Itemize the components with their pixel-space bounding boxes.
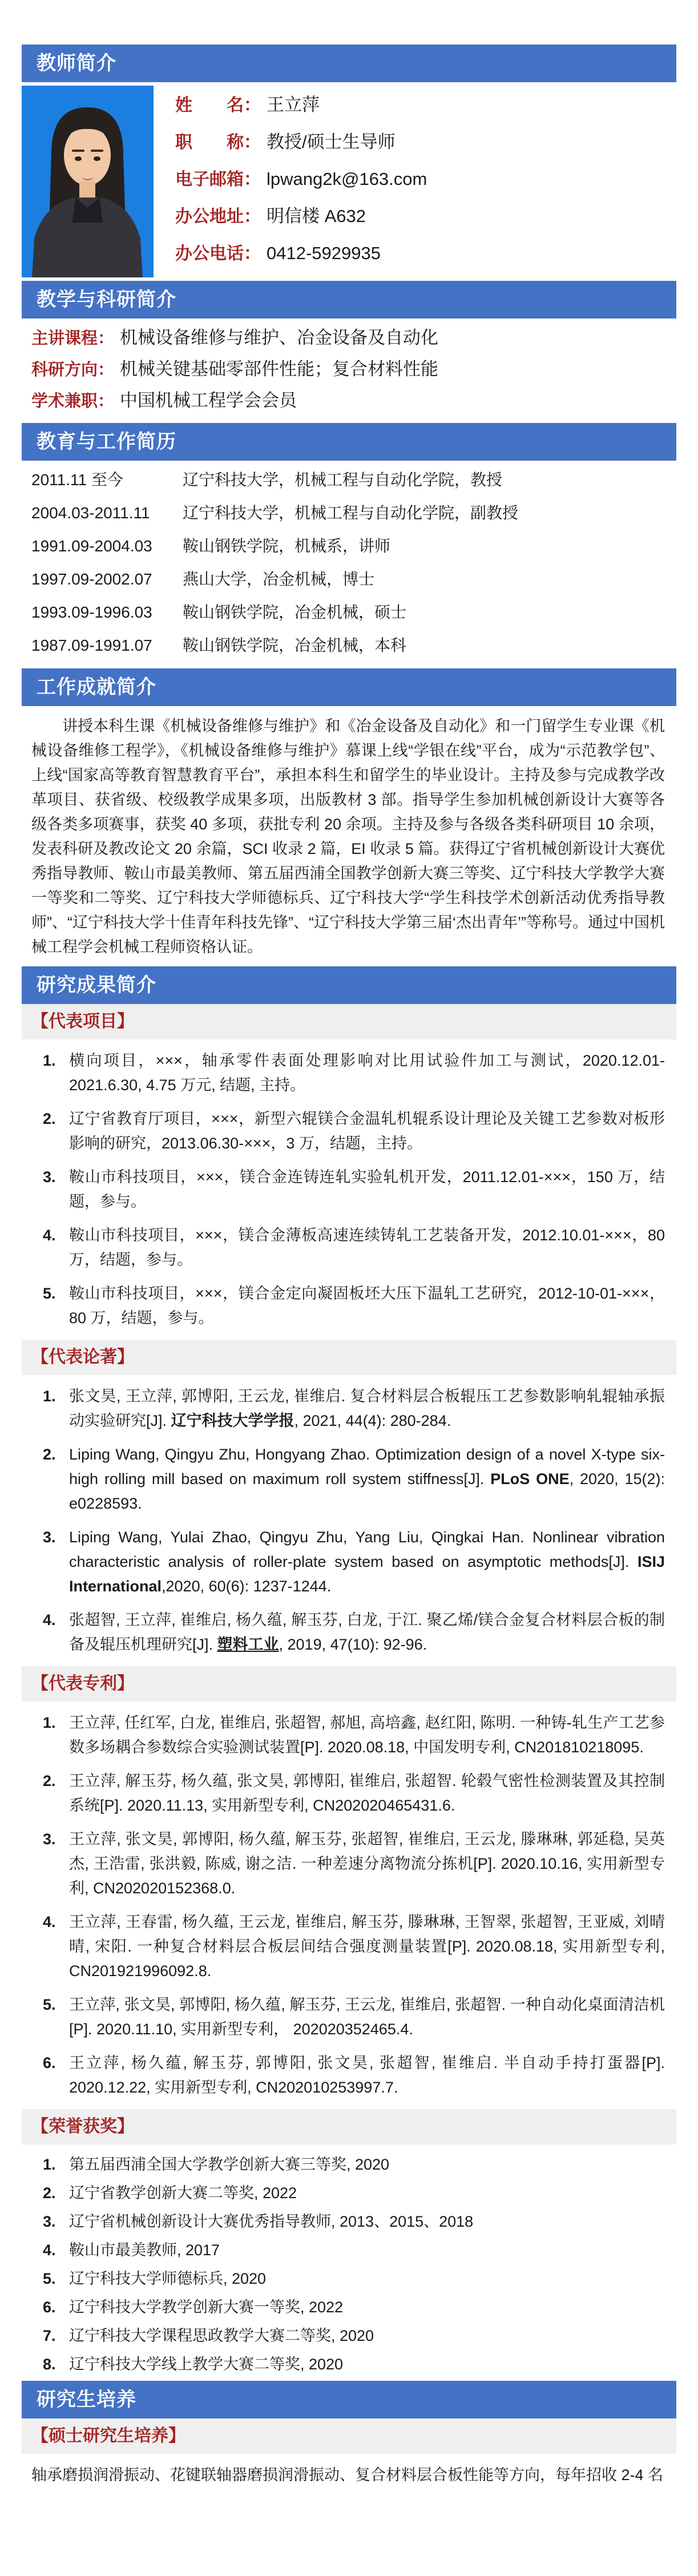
award-item-text: 辽宁科技大学线上教学大赛二等奖, 2020	[69, 2356, 344, 2373]
item-number: 4.	[43, 2242, 56, 2259]
patent-item-text: 王立萍, 王春雷, 杨久蕴, 王云龙, 崔维启, 解玉芬, 滕琳琳, 王智翠, 张超智, 王亚威, 刘晴晴, 宋阳. 一种复合材料层合板层间结合强度测量装置[P]. 2020.08.18, 实用新型专利, CN201921996092.8.	[69, 1913, 665, 1980]
publication-citation-post: , 2019, 47(10): 92-96.	[279, 1636, 427, 1653]
journal-name: ISIJ International	[69, 1553, 665, 1595]
award-item-text: 鞍山市最美教师, 2017	[69, 2242, 220, 2259]
subsection-patents-header	[22, 1666, 676, 1702]
profile-field-value: 0412-5929935	[267, 243, 381, 263]
project-list	[22, 1039, 676, 1331]
teaching-field-value: 机械关键基础零部件性能；复合材料性能	[120, 359, 439, 379]
item-number: 1.	[43, 2156, 56, 2173]
education-history-list	[22, 461, 676, 656]
teaching-field-row	[31, 389, 665, 413]
publication-citation-pre: Liping Wang, Yulai Zhao, Qingyu Zhu, Yang Liu, Qingkai Han. Nonlinear vibration characteristic analysis of roller-plate system based on asymptotic methods[J].	[69, 1529, 665, 1570]
project-item	[43, 1223, 665, 1272]
award-item	[43, 2295, 665, 2320]
profile-field-value: 教授/硕士生导师	[267, 132, 396, 152]
profile-info	[154, 86, 676, 277]
project-item-text: 横向项目，×××，轴承零件表面处理影响对比用试验件加工与测试，2020.12.01-2021.6.30, 4.75 万元, 结题, 主持。	[69, 1052, 665, 1094]
education-row	[31, 569, 665, 590]
subsection-projects-title: 【代表项目】	[31, 1012, 134, 1031]
teacher-profile-section-bar	[22, 45, 676, 82]
teaching-field-label: 主讲课程：	[31, 329, 115, 348]
award-item-text: 辽宁科技大学教学创新大赛一等奖, 2022	[69, 2299, 344, 2316]
education-detail: 鞍山钢铁学院，冶金机械，硕士	[183, 603, 407, 621]
publication-item	[43, 1384, 665, 1433]
item-number: 6.	[43, 2054, 56, 2071]
award-item	[43, 2324, 665, 2348]
subsection-projects-header	[22, 1004, 676, 1039]
item-number: 5.	[43, 1285, 56, 1302]
patent-item-text: 王立萍, 杨久蕴, 解玉芬, 郭博阳, 张文昊, 张超智, 崔维启. 半自动手持打蛋器[P]. 2020.12.22, 实用新型专利, CN202010253997.7.	[69, 2054, 665, 2096]
award-item	[43, 2267, 665, 2291]
item-number: 3.	[43, 1831, 56, 1848]
patent-list	[22, 1702, 676, 2100]
profile-field-row	[175, 168, 676, 191]
item-number: 1.	[43, 1388, 56, 1405]
award-item	[43, 2352, 665, 2377]
item-number: 4.	[43, 1227, 56, 1244]
project-item	[43, 1165, 665, 1214]
award-item-text: 辽宁科技大学课程思政教学大赛二等奖, 2020	[69, 2327, 374, 2344]
publication-item-text	[69, 1525, 665, 1599]
publication-item	[43, 1608, 665, 1657]
award-item-text: 辽宁科技大学师德标兵, 2020	[69, 2270, 267, 2287]
education-detail: 鞍山钢铁学院，机械系，讲师	[183, 537, 391, 555]
project-item-text: 鞍山市科技项目，×××，镁合金连铸连轧实验轧机开发，2011.12.01-×××，150 万，结题，参与。	[69, 1168, 665, 1210]
item-number: 2.	[43, 1110, 56, 1127]
publication-item	[43, 1442, 665, 1516]
patent-item	[43, 2051, 665, 2100]
patent-item	[43, 1993, 665, 2042]
profile-field-value: 明信楼 A632	[267, 206, 366, 226]
publication-citation-pre: 张超智, 王立萍, 崔维启, 杨久蕴, 解玉芬, 白龙, 于江. 聚乙烯/镁合金复合材料层合板的制备及辊压机理研究[J].	[69, 1611, 665, 1653]
education-row	[31, 470, 665, 490]
profile-field-row	[175, 242, 676, 265]
publication-citation-post: , 2020, 15(2): e0228593.	[69, 1470, 665, 1512]
award-item	[43, 2152, 665, 2177]
award-item-text: 辽宁省教学创新大赛二等奖, 2022	[69, 2184, 297, 2202]
subsection-publications-header	[22, 1340, 676, 1375]
award-item-text: 辽宁省机械创新设计大赛优秀指导教师, 2013、2015、2018	[69, 2213, 474, 2230]
education-period: 1997.09-2002.07	[31, 570, 152, 588]
profile-photo	[22, 86, 154, 277]
education-detail: 辽宁科技大学，机械工程与自动化学院，教授	[183, 471, 503, 489]
project-item	[43, 1107, 665, 1156]
item-number: 5.	[43, 2270, 56, 2287]
profile-field-label: 办公地址：	[175, 207, 261, 226]
graduate-training-section-bar	[22, 2381, 676, 2418]
subsection-masters-header	[22, 2418, 676, 2454]
patent-item	[43, 1769, 665, 1818]
publication-citation-pre: 张文昊, 王立萍, 郭博阳, 王云龙, 崔维启. 复合材料层合板辊压工艺参数影响轧辊轴承振动实验研究[J].	[69, 1388, 665, 1429]
profile-field-label: 电子邮箱：	[175, 170, 261, 189]
item-number: 3.	[43, 1529, 56, 1546]
patent-item	[43, 1910, 665, 1984]
award-item	[43, 2210, 665, 2234]
journal-name: PLoS ONE	[490, 1470, 570, 1487]
education-detail: 燕山大学，冶金机械，博士	[183, 570, 375, 588]
project-item-text: 鞍山市科技项目，×××，镁合金薄板高速连续铸轧工艺装备开发，2012.10.01-×××，80 万，结题，参与。	[69, 1227, 665, 1268]
item-number: 7.	[43, 2327, 56, 2344]
education-period: 1991.09-2004.03	[31, 537, 152, 555]
education-row	[31, 602, 665, 623]
award-item	[43, 2181, 665, 2206]
teaching-field-label: 学术兼职：	[31, 392, 115, 410]
profile-field-row	[175, 94, 676, 117]
profile-field-row	[175, 205, 676, 228]
teaching-field-value: 中国机械工程学会会员	[120, 390, 297, 410]
item-number: 3.	[43, 2213, 56, 2230]
education-period: 1993.09-1996.03	[31, 603, 152, 621]
item-number: 1.	[43, 1714, 56, 1731]
graduate-training-section-title: 研究生培养	[37, 2389, 136, 2410]
subsection-awards-title: 【荣誉获奖】	[31, 2117, 134, 2136]
research-results-section-bar	[22, 966, 676, 1004]
education-history-section-bar	[22, 423, 676, 461]
item-number: 6.	[43, 2299, 56, 2316]
item-number: 1.	[43, 1052, 56, 1069]
patent-item-text: 王立萍, 解玉芬, 杨久蕴, 张文昊, 郭博阳, 崔维启, 张超智. 轮毂气密性检测装置及其控制系统[P]. 2020.11.13, 实用新型专利, CN202020465431.6.	[69, 1772, 665, 1814]
profile-field-label: 姓 名：	[175, 96, 261, 115]
item-number: 4.	[43, 1611, 56, 1628]
research-results-section-title: 研究成果简介	[37, 974, 156, 996]
publication-item-text	[69, 1442, 665, 1516]
patent-item	[43, 1711, 665, 1760]
award-item-text: 第五届西浦全国大学教学创新大赛三等奖, 2020	[69, 2156, 390, 2173]
item-number: 8.	[43, 2356, 56, 2373]
item-number: 4.	[43, 1913, 56, 1930]
project-item	[43, 1281, 665, 1331]
project-item	[43, 1049, 665, 1098]
publication-citation-post: , 2021, 44(4): 280-284.	[294, 1412, 451, 1429]
education-detail: 辽宁科技大学，机械工程与自动化学院，副教授	[183, 504, 519, 522]
graduate-training-text: 轴承磨损润滑振动、花键联轴器磨损润滑振动、复合材料层合板性能等方向，每年招收 2-4 名	[31, 2466, 664, 2484]
work-achievements-section-title: 工作成就简介	[37, 676, 156, 698]
publication-item-text	[69, 1608, 665, 1657]
item-number: 3.	[43, 1168, 56, 1186]
teaching-field-row	[31, 358, 665, 381]
subsection-patents-title: 【代表专利】	[31, 1674, 134, 1693]
journal-name: 辽宁科技大学学报	[171, 1412, 294, 1429]
item-number: 2.	[43, 1446, 56, 1463]
education-period: 2011.11 至今	[31, 471, 123, 489]
teaching-research-section-bar	[22, 281, 676, 319]
teaching-field-row	[31, 326, 665, 350]
patent-item-text: 王立萍, 任红军, 白龙, 崔维启, 张超智, 郝旭, 高培鑫, 赵红阳, 陈明. 一种铸-轧生产工艺参数多场耦合参数综合实验测试装置[P]. 2020.08.18, 中国发明专利, CN201810218095.	[69, 1714, 665, 1756]
publication-citation-post: ,2020, 60(6): 1237-1244.	[162, 1578, 332, 1595]
subsection-masters-title: 【硕士研究生培养】	[31, 2426, 185, 2445]
publication-item	[43, 1525, 665, 1599]
work-achievements-paragraph: 讲授本科生课《机械设备维修与维护》和《冶金设备及自动化》和一门留学生专业课《机械设备维修工程学》，《机械设备维修与维护》慕课上线“学银在线”平台，成为“示范教学包”、上线“国家高等教育智慧教育平台”，承担本科生和留学生的毕业设计。主持及参与完成教学改革项目、获省级、校级教学成果多项，出版教材 3 部。指导学生参加机械创新设计大赛等各级各类多项赛事，获奖 40 多项，获批专利 20 余项。主持及参与各级各类科研项目 10 余项，发表科研及教改论文 20 余篇，SCI 收录 2 篇，EI 收录 5 篇。获得辽宁省机械创新设计大赛优秀指导教师、鞍山市最美教师、第五届西浦全国教学创新大赛三等奖、辽宁科技大学教学大赛一等奖和二等奖、辽宁科技大学师德标兵、辽宁科技大学“学生科技学术创新活动优秀指导教师”、“辽宁科技大学十佳青年科技先锋”、“辽宁科技大学第三届‘杰出青年’”等称号。通过中国机械工程学会机械工程师资格认证。	[31, 717, 665, 956]
patent-item-text: 王立萍, 张文昊, 郭博阳, 杨久蕴, 解玉芬, 王云龙, 崔维启, 张超智. 一种自动化桌面清洁机[P]. 2020.11.10, 实用新型专利， 202020352465.4.	[69, 1996, 665, 2038]
teaching-research-section-title: 教学与科研简介	[37, 289, 176, 311]
profile-block	[22, 86, 676, 277]
journal-name: 塑料工业	[217, 1636, 279, 1653]
teaching-field-value: 机械设备维修与维护、冶金设备及自动化	[120, 328, 439, 348]
publication-item-text	[69, 1384, 665, 1433]
award-list	[22, 2144, 676, 2377]
education-row	[31, 536, 665, 557]
education-history-section-title: 教育与工作简历	[37, 431, 176, 453]
publication-list	[22, 1375, 676, 1657]
item-number: 2.	[43, 2184, 56, 2202]
profile-field-label: 办公电话：	[175, 244, 261, 263]
work-achievements-section-bar	[22, 668, 676, 706]
profile-field-value: lpwang2k@163.com	[267, 169, 427, 189]
subsection-publications-title: 【代表论著】	[31, 1348, 134, 1366]
item-number: 5.	[43, 1996, 56, 2013]
profile-field-row	[175, 131, 676, 154]
education-row	[31, 503, 665, 523]
profile-field-value: 王立萍	[267, 95, 320, 115]
patent-item-text: 王立萍, 张文昊, 郭博阳, 杨久蕴, 解玉芬, 张超智, 崔维启, 王云龙, 滕琳琳, 郭延稳, 吴英杰, 王浩雷, 张洪毅, 陈威, 谢之洁. 一种差速分离物流分拣机[P]. 2020.10.16, 实用新型专利, CN202020152368.0.	[69, 1831, 665, 1897]
profile-field-label: 职 称：	[175, 133, 261, 152]
education-period: 2004.03-2011.11	[31, 504, 150, 522]
teaching-info-block	[22, 319, 676, 423]
education-detail: 鞍山钢铁学院，冶金机械，本科	[183, 636, 407, 654]
publication-citation-pre: Liping Wang, Qingyu Zhu, Hongyang Zhao. Optimization design of a novel X-type six-high rolling mill based on maximum roll system stiffness[J].	[69, 1446, 665, 1487]
patent-item	[43, 1827, 665, 1901]
award-item	[43, 2238, 665, 2263]
subsection-awards-header	[22, 2109, 676, 2144]
project-item-text: 鞍山市科技项目，×××，镁合金定向凝固板坯大压下温轧工艺研究，2012-10-01-×××，80 万，结题，参与。	[69, 1285, 665, 1327]
education-period: 1987.09-1991.07	[31, 636, 152, 654]
teaching-field-label: 科研方向：	[31, 361, 115, 379]
education-row	[31, 635, 665, 656]
teacher-profile-section-title: 教师简介	[37, 53, 116, 74]
item-number: 2.	[43, 1772, 56, 1789]
project-item-text: 辽宁省教育厅项目，×××，新型六辊镁合金温轧机辊系设计理论及关键工艺参数对板形影响的研究，2013.06.30-×××，3 万，结题，主持。	[69, 1110, 665, 1152]
